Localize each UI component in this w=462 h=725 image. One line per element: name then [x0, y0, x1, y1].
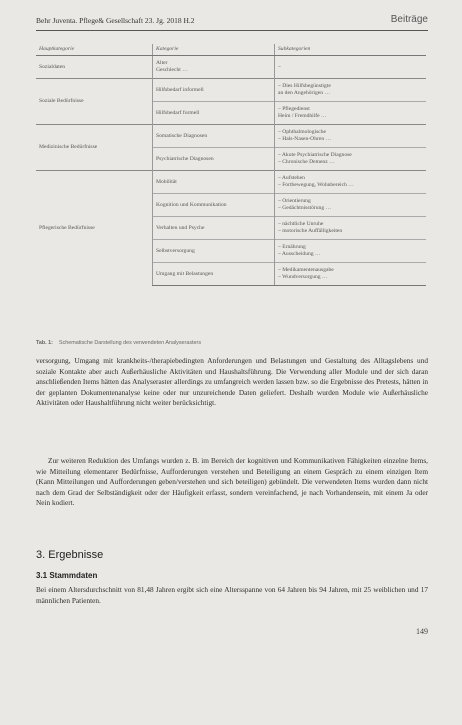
analysis-grid-table	[36, 44, 426, 286]
cell-subcategory: – Dies Hilfsbegünstigte an den Angehörigen …	[275, 79, 427, 102]
cell-subcategory: – Aufstehen – Fortbewegung, Wohnbereich …	[275, 171, 427, 194]
cell-category: Hilfsbedarf formell	[153, 102, 275, 125]
table-row	[36, 171, 426, 194]
journal-citation: Behr Juventa. Pflege& Gesellschaft 23. Jg. 2018 H.2	[36, 16, 195, 25]
cell-category: Hilfsbedarf informell	[153, 79, 275, 102]
table-caption	[36, 340, 428, 346]
cell-category: Mobilität	[153, 171, 275, 194]
body-paragraph: versorgung, Umgang mit krankheits-/therapiebedingten Anforderungen und Belastungen und Gestaltung des Alltagslebens und soziale Kontakte aber auch Außerhäusliche Aktivitäten und Haushaltsführung. Die Verwendung aller Module und der sich daran anschließenden Items hätten das Analyseraster allerdings zu umfangreich werden lassen bzw. so die Ergebnisse des Pretests, hätten in der geplanten Dokumentenanalyse keine oder nur unzureichende Daten geliefert. Deshalb wurden Module wie Außerhäusliche Aktivitäten oder Haushaltführung nicht weiter berücksichtigt.	[36, 356, 428, 408]
cell-subcategory: –	[275, 56, 427, 79]
table-row	[36, 125, 426, 148]
cell-subcategory: – Ophthalmologische – Hals-Nasen-Ohren …	[275, 125, 427, 148]
cell-main-category: Pflegerische Bedürfnisse	[36, 171, 153, 286]
body-paragraph: Bei einem Altersdurchschnitt von 81,48 Jahren ergibt sich eine Altersspanne von 64 Jahren bis 94 Jahren, mit 25 weiblichen und 17 männlichen Patienten.	[36, 585, 428, 605]
subsection-heading: 3.1 Stammdaten	[36, 571, 98, 580]
cell-category: Umgang mit Belastungen	[153, 263, 275, 286]
cell-subcategory: – Akute Psychiatrische Diagnose – Chronische Demenz …	[275, 148, 427, 171]
body-paragraph: Zur weiteren Reduktion des Umfangs wurden z. B. im Bereich der kognitiven und Kommunikativen Fähigkeiten einzelne Items, wie Mitteilung elementarer Bedürfnisse, Aufforderungen verstehen und Beteiligung an einem Gespräch zu einem einzigen Item (Kann Mitteilungen und Aufforderungen geben/verstehen und sich beteiligen) gebündelt. Die verwendeten Items wurden dann nicht nach dem Grad der Selbständigkeit oder der Häufigkeit erfasst, sondern vereinfachend, je nach Vorhandensein, mit einem Ja oder Nein kodiert.	[36, 456, 428, 508]
table-header-subcategory: Subkategorien	[275, 44, 427, 56]
section-label: Beiträge	[390, 14, 428, 25]
cell-subcategory: – Ernährung – Ausscheidung …	[275, 240, 427, 263]
table-header-main-category: Hauptkategorie	[36, 44, 153, 56]
cell-category: Verhalten und Psyche	[153, 217, 275, 240]
table-row	[36, 56, 426, 79]
cell-subcategory: – Orientierung – Gedächtnisstörung …	[275, 194, 427, 217]
table-body	[36, 56, 426, 286]
cell-category: Alter Geschlecht …	[153, 56, 275, 79]
running-header	[36, 14, 428, 31]
cell-main-category: Soziale Bedürfnisse	[36, 79, 153, 125]
cell-category: Selbstversorgung	[153, 240, 275, 263]
cell-subcategory: – Pflegedienst Heim / Fremdhilfe …	[275, 102, 427, 125]
cell-subcategory: – nächtliche Unruhe – motorische Auffälligkeiten	[275, 217, 427, 240]
cell-category: Somatische Diagnosen	[153, 125, 275, 148]
cell-subcategory: – Medikamentenausgabe – Wundversorgung …	[275, 263, 427, 286]
section-heading: 3. Ergebnisse	[36, 549, 104, 561]
cell-category: Psychiatrische Diagnosen	[153, 148, 275, 171]
cell-main-category: Medizinische Bedürfnisse	[36, 125, 153, 171]
caption-text: Schematische Darstellung des verwendeten Analyserasters	[58, 340, 202, 346]
table-row	[36, 79, 426, 102]
cell-category: Kognition und Kommunikation	[153, 194, 275, 217]
cell-main-category: Sozialdaten	[36, 56, 153, 79]
caption-label: Tab. 1:	[36, 340, 53, 346]
table-header-category: Kategorie	[153, 44, 275, 56]
page-number: 149	[416, 627, 428, 636]
